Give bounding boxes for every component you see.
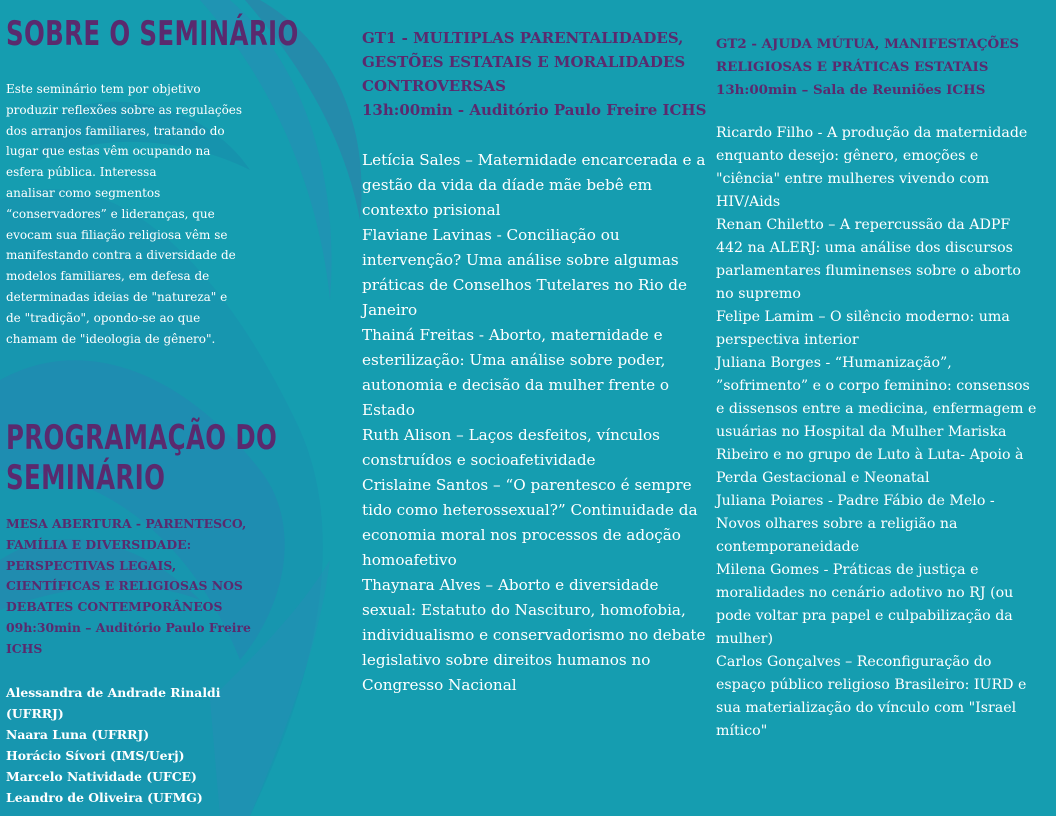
talk-line: Flaviane Lavinas - Conciliação ou [362,226,620,244]
talk-line: Congresso Nacional [362,676,517,694]
gt1-heading-line: 13h:00min - Auditório Paulo Freire ICHS [362,101,707,119]
intro-line: chamam de "ideologia de gênero". [6,331,216,346]
talk-line: Milena Gomes - Práticas de justiça e [716,562,979,578]
opening-panel-heading [6,514,251,660]
panelist: Marcelo Natividade (UFCE) [6,769,197,784]
mesa-line: PERSPECTIVAS LEGAIS, [6,557,177,573]
intro-line: modelos familiares, em defesa de [6,269,210,284]
talk-line: enquanto desejo: gênero, emoções e [716,148,979,164]
intro-line: analisar como segmentos [6,185,161,200]
intro-line: Este seminário tem por objetivo [6,82,201,96]
mesa-line: MESA ABERTURA - PARENTESCO, [6,516,247,531]
talk-item [716,651,1046,743]
talk-line: usuárias no Hospital da Mulher Mariska [716,424,1007,440]
talk-line: moralidades no cenário adotivo no RJ (ou [716,585,1014,601]
talk-line: contexto prisional [362,201,501,219]
talk-line: contemporaneidade [716,539,860,555]
talk-item [362,148,706,223]
gt2-heading [716,33,1046,102]
talk-line: individualismo e conservadorismo no debate [362,626,706,644]
talk-line: Renan Chiletto – A repercussão da ADPF [716,217,1011,233]
talk-item [362,573,706,698]
talk-line: Carlos Gonçalves – Reconfiguração do [716,654,992,670]
talk-line: 442 na ALERJ: uma análise dos discursos [716,240,1013,256]
mesa-line: ICHS [6,640,43,656]
talk-line: e dissensos entre a medicina, enfermagem e [716,401,1037,417]
talk-line: homoafetivo [362,551,457,569]
panelist: Leandro de Oliveira (UFMG) [6,790,203,805]
talk-line: Thainá Freitas - Aborto, maternidade e [362,326,663,344]
about-title: SOBRE O SEMINÁRIO [6,14,299,54]
talk-line: construídos e socioafetividade [362,451,596,469]
intro-line: determinadas ideias de "natureza" e [6,289,228,304]
intro-line: lugar que estas vêm ocupando na [6,144,211,159]
talk-line: espaço público religioso Brasileiro: IURD e [716,677,1027,693]
gt1-heading-line: GESTÕES ESTATAIS E MORALIDADES [362,53,686,71]
gt1-heading-line: CONTROVERSAS [362,77,506,95]
mesa-line: 09h:30min – Auditório Paulo Freire [6,619,251,635]
intro-line: esfera pública. Interessa [6,165,157,180]
talk-line: intervenção? Uma análise sobre algumas [362,251,679,269]
talk-item [716,490,1046,559]
intro-line: de "tradição", opondo-se ao que [6,310,201,325]
talk-line: perspectiva interior [716,332,859,348]
mesa-line: FAMÍLIA E DIVERSIDADE: [6,536,192,552]
gt1-heading [362,26,707,122]
intro-text [6,79,244,349]
gt2-heading-line: RELIGIOSAS E PRÁTICAS ESTATAIS [716,59,989,75]
panelist: Alessandra de Andrade Rinaldi [6,685,221,700]
intro-line: “conservadores” e lideranças, que [6,206,215,221]
talk-line: mítico" [716,723,768,739]
talk-line: autonomia e decisão da mulher frente o [362,376,670,394]
talk-line: Janeiro [362,301,418,319]
talk-item [716,352,1046,490]
talk-line: gestão da vida da díade mãe bebê em [362,176,652,194]
talk-item [716,559,1046,651]
talk-line: mulher) [716,631,773,647]
talk-line: sexual: Estatuto do Nascituro, homofobia, [362,601,686,619]
intro-line: dos arranjos familiares, tratando do [6,123,225,138]
gt1-heading-line: GT1 - MULTIPLAS PARENTALIDADES, [362,29,684,47]
talk-line: sua materialização do vínculo com "Israel [716,700,1017,716]
talk-line: esterilização: Uma análise sobre poder, [362,351,666,369]
talk-line: Novos olhares sobre a religião na [716,516,958,532]
talk-line: Ricardo Filho - A produção da maternidade [716,125,1028,141]
gt1-talk-list [362,148,706,698]
talk-item [716,306,1046,352]
panelist: Naara Luna (UFRRJ) [6,727,150,742]
program-title-line: SEMINÁRIO [6,458,166,498]
talk-line: Ribeiro e no grupo de Luto à Luta- Apoio à [716,447,1024,463]
mesa-line: DEBATES CONTEMPORÂNEOS [6,599,223,615]
talk-line: economia moral nos processos de adoção [362,526,681,544]
talk-line: Juliana Borges - “Humanização”, [716,355,952,371]
talk-item [362,323,698,423]
talk-line: Ruth Alison – Laços desfeitos, vínculos [362,426,660,444]
talk-line: práticas de Conselhos Tutelares no Rio de [362,276,687,294]
talk-line: no supremo [716,286,801,302]
intro-line: evocam sua filiação religiosa vêm se [6,227,228,242]
gt2-heading-line: 13h:00min – Sala de Reuniões ICHS [716,82,986,98]
talk-item [716,122,1046,214]
talk-line: Thaynara Alves – Aborto e diversidade [362,576,659,594]
talk-item [362,423,698,473]
mesa-line: CIENTÍFICAS E RELIGIOSAS NOS [6,578,243,594]
talk-item [716,214,1046,306]
talk-line: Letícia Sales – Maternidade encarcerada e a [362,151,706,169]
talk-line: HIV/Aids [716,194,781,210]
talk-line: ”sofrimento” e o corpo feminino: consensos [716,378,1030,394]
talk-line: Felipe Lamim – O silêncio moderno: uma [716,309,1010,325]
talk-line: Crislaine Santos – “O parentesco é sempre [362,476,692,494]
gt2-heading-line: GT2 - AJUDA MÚTUA, MANIFESTAÇÕES [716,36,1020,52]
talk-item [362,473,698,573]
panelist: (UFRRJ) [6,706,64,721]
talk-line: "ciência" entre mulheres vivendo com [716,171,990,187]
panelist: Horácio Sívori (IMS/Uerj) [6,748,185,763]
gt2-talk-list [716,122,1046,743]
talk-line: legislativo sobre direitos humanos no [362,651,651,669]
intro-line: produzir reflexões sobre as regulações [6,102,243,117]
panelist-list [6,682,246,808]
program-title-line: PROGRAMAÇÃO DO [6,418,278,458]
talk-item [362,223,698,323]
talk-line: parlamentares fluminenses sobre o aborto [716,263,1021,279]
intro-line: manifestando contra a diversidade de [6,248,236,263]
talk-line: Estado [362,401,415,419]
program-title [6,418,277,498]
talk-line: Perda Gestacional e Neonatal [716,470,930,486]
talk-line: pode voltar pra papel e culpabilização da [716,608,1013,624]
talk-line: Juliana Poiares - Padre Fábio de Melo - [716,493,995,509]
talk-line: tido como heterossexual?” Continuidade da [362,501,698,519]
